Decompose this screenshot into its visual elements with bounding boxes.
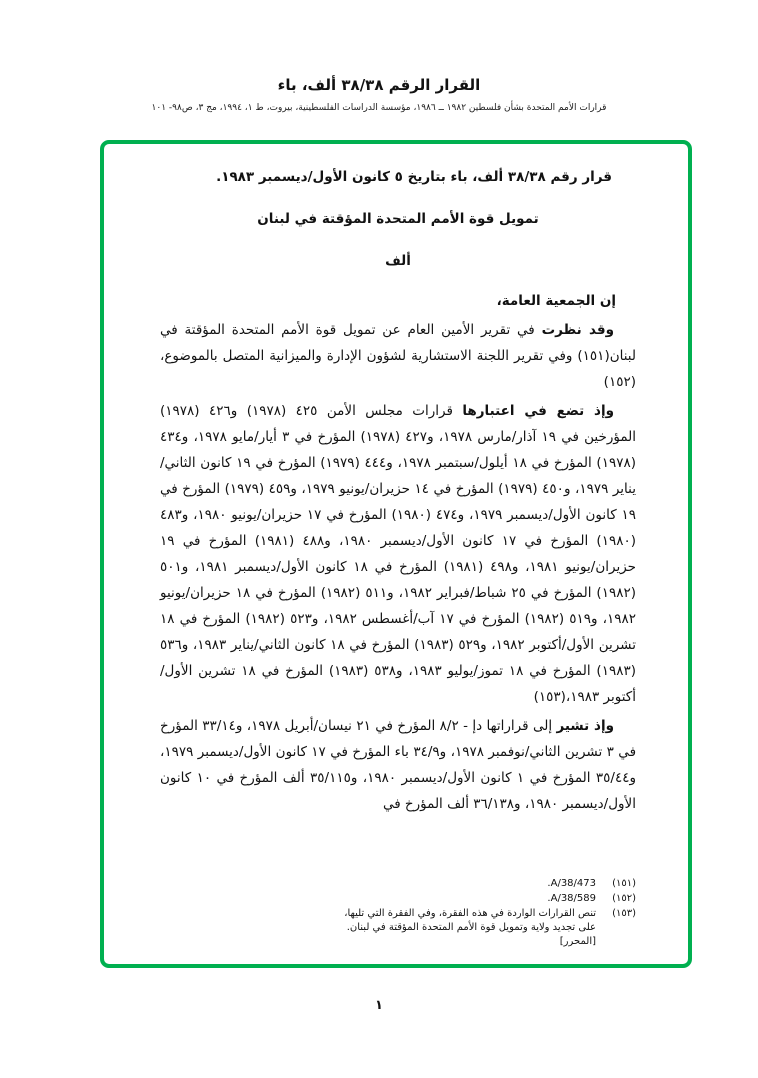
paragraph-lead: وإذ تشير bbox=[556, 718, 614, 734]
paragraph-text: في تقرير الأمين العام عن تمويل قوة الأمم المتحدة المؤقتة في لبنان(١٥١) وفي تقرير اللجنة الاستشارية لشؤون الإدارة والميزانية المتصل بالموضوع،(١٥٢) bbox=[160, 322, 636, 390]
page-header bbox=[0, 76, 758, 113]
footnote-marker: (١٥١) bbox=[612, 878, 636, 889]
paragraph-text: إلى قراراتها دإ - ٨/٢ المؤرخ في ٢١ نيسان/أبريل ١٩٧٨، و٣٣/١٤ المؤرخ في ٣ تشرين الثاني/نوفمبر ١٩٧٨، و٣٤/٩ باء المؤرخ في ١٧ كانون الأول/ديسمبر ١٩٧٩، و٣٥/٤٤ المؤرخ في ١ كانون الأول/ديسمبر ١٩٨٠، و٣٥/١١٥ ألف المؤرخ في ١٠ كانون الأول/ديسمبر ١٩٨٠، و٣٦/١٣٨ ألف المؤرخ في bbox=[160, 718, 637, 812]
footnote-151 bbox=[331, 877, 636, 891]
paragraph-having-considered bbox=[160, 317, 636, 395]
footnote-marker: (١٥٢) bbox=[612, 893, 636, 904]
paragraph-bearing-in-mind bbox=[160, 398, 636, 710]
resolution-heading: قرار رقم ٣٨/٣٨ ألف، باء بتاريخ ٥ كانون الأول/ديسمبر ١٩٨٣. bbox=[216, 169, 612, 185]
paragraph-recalling bbox=[160, 713, 636, 817]
paragraph-lead: وإذ تضع في اعتبارها bbox=[462, 403, 615, 419]
header-title: القرار الرقم ٣٨/٣٨ ألف، باء bbox=[277, 76, 481, 94]
footnote-152 bbox=[331, 892, 636, 906]
section-label: ألف bbox=[385, 253, 411, 269]
header-source-line: قرارات الأمم المتحدة بشأن فلسطين ١٩٨٢ ــ ١٩٨٦، مؤسسة الدراسات الفلسطينية، بيروت، ط ١، ١٩٩٤، مج ٣، ص٩٨- ١٠١ bbox=[151, 103, 607, 113]
resolution-subtitle: تمويل قوة الأمم المتحدة المؤقتة في لبنان bbox=[257, 211, 539, 227]
footnote-marker: (١٥٣) bbox=[612, 908, 636, 919]
page-number: ١ bbox=[375, 998, 383, 1013]
paragraph-text: قرارات مجلس الأمن ٤٢٥ (١٩٧٨) و٤٢٦ (١٩٧٨) المؤرخين في ١٩ آذار/مارس ١٩٧٨، و٤٢٧ (١٩٧٨) المؤرخ في ٣ أيار/مايو ١٩٧٨، و٤٣٤ (١٩٧٨) المؤرخ في ١٨ أيلول/سبتمبر ١٩٧٨، و٤٤٤ (١٩٧٩) المؤرخ في ١٩ كانون الثاني/يناير ١٩٧٩، و٤٥٠ (١٩٧٩) المؤرخ في ١٤ حزيران/يونيو ١٩٧٩، و٤٥٩ (١٩٧٩) المؤرخ في ١٩ كانون الأول/ديسمبر ١٩٧٩، و٤٧٤ (١٩٨٠) المؤرخ في ١٧ حزيران/يونيو ١٩٨٠، و٤٨٣ (١٩٨٠) المؤرخ في ١٧ كانون الأول/ديسمبر ١٩٨٠، و٤٨٨ (١٩٨١) المؤرخ في ١٩ حزيران/يونيو ١٩٨١، و٤٩٨ (١٩٨١) المؤرخ في ١٨ كانون الأول/ديسمبر ١٩٨١، و٥٠١ (١٩٨٢) المؤرخ في ٢٥ شباط/فبراير ١٩٨٢، و٥١١ (١٩٨٢) المؤرخ في ١٨ حزيران/يونيو ١٩٨٢، و٥١٩ (١٩٨٢) المؤرخ في ١٧ آب/أغسطس ١٩٨٢، و٥٢٣ (١٩٨٢) المؤرخ في ١٨ تشرين الأول/أكتوبر ١٩٨٢، و٥٢٩ (١٩٨٣) المؤرخ في ١٨ كانون الثاني/يناير ١٩٨٣، و٥٣٦ (١٩٨٣) المؤرخ في ١٨ تموز/يوليو ١٩٨٣، و٥٣٨ (١٩٨٣) المؤرخ في ١٨ تشرين الأول/أكتوبر ١٩٨٣،(١٥٣) bbox=[160, 403, 637, 705]
green-border-frame bbox=[100, 140, 692, 968]
paragraph-lead: وقد نظرت bbox=[541, 322, 614, 338]
footnote-text: تنص القرارات الواردة في هذه الفقرة، وفي الفقرة التي تليها، على تجديد ولاية وتمويل قوة الأمم المتحدة المؤقتة في لبنان. [المحرر] bbox=[344, 908, 596, 947]
footnote-text: A/38/473. bbox=[547, 878, 596, 889]
salutation: إن الجمعية العامة، bbox=[496, 293, 616, 309]
footnotes-block bbox=[331, 867, 636, 950]
footnote-text: A/38/589. bbox=[547, 893, 596, 904]
footnote-153 bbox=[331, 907, 636, 949]
resolution-body bbox=[104, 144, 688, 964]
